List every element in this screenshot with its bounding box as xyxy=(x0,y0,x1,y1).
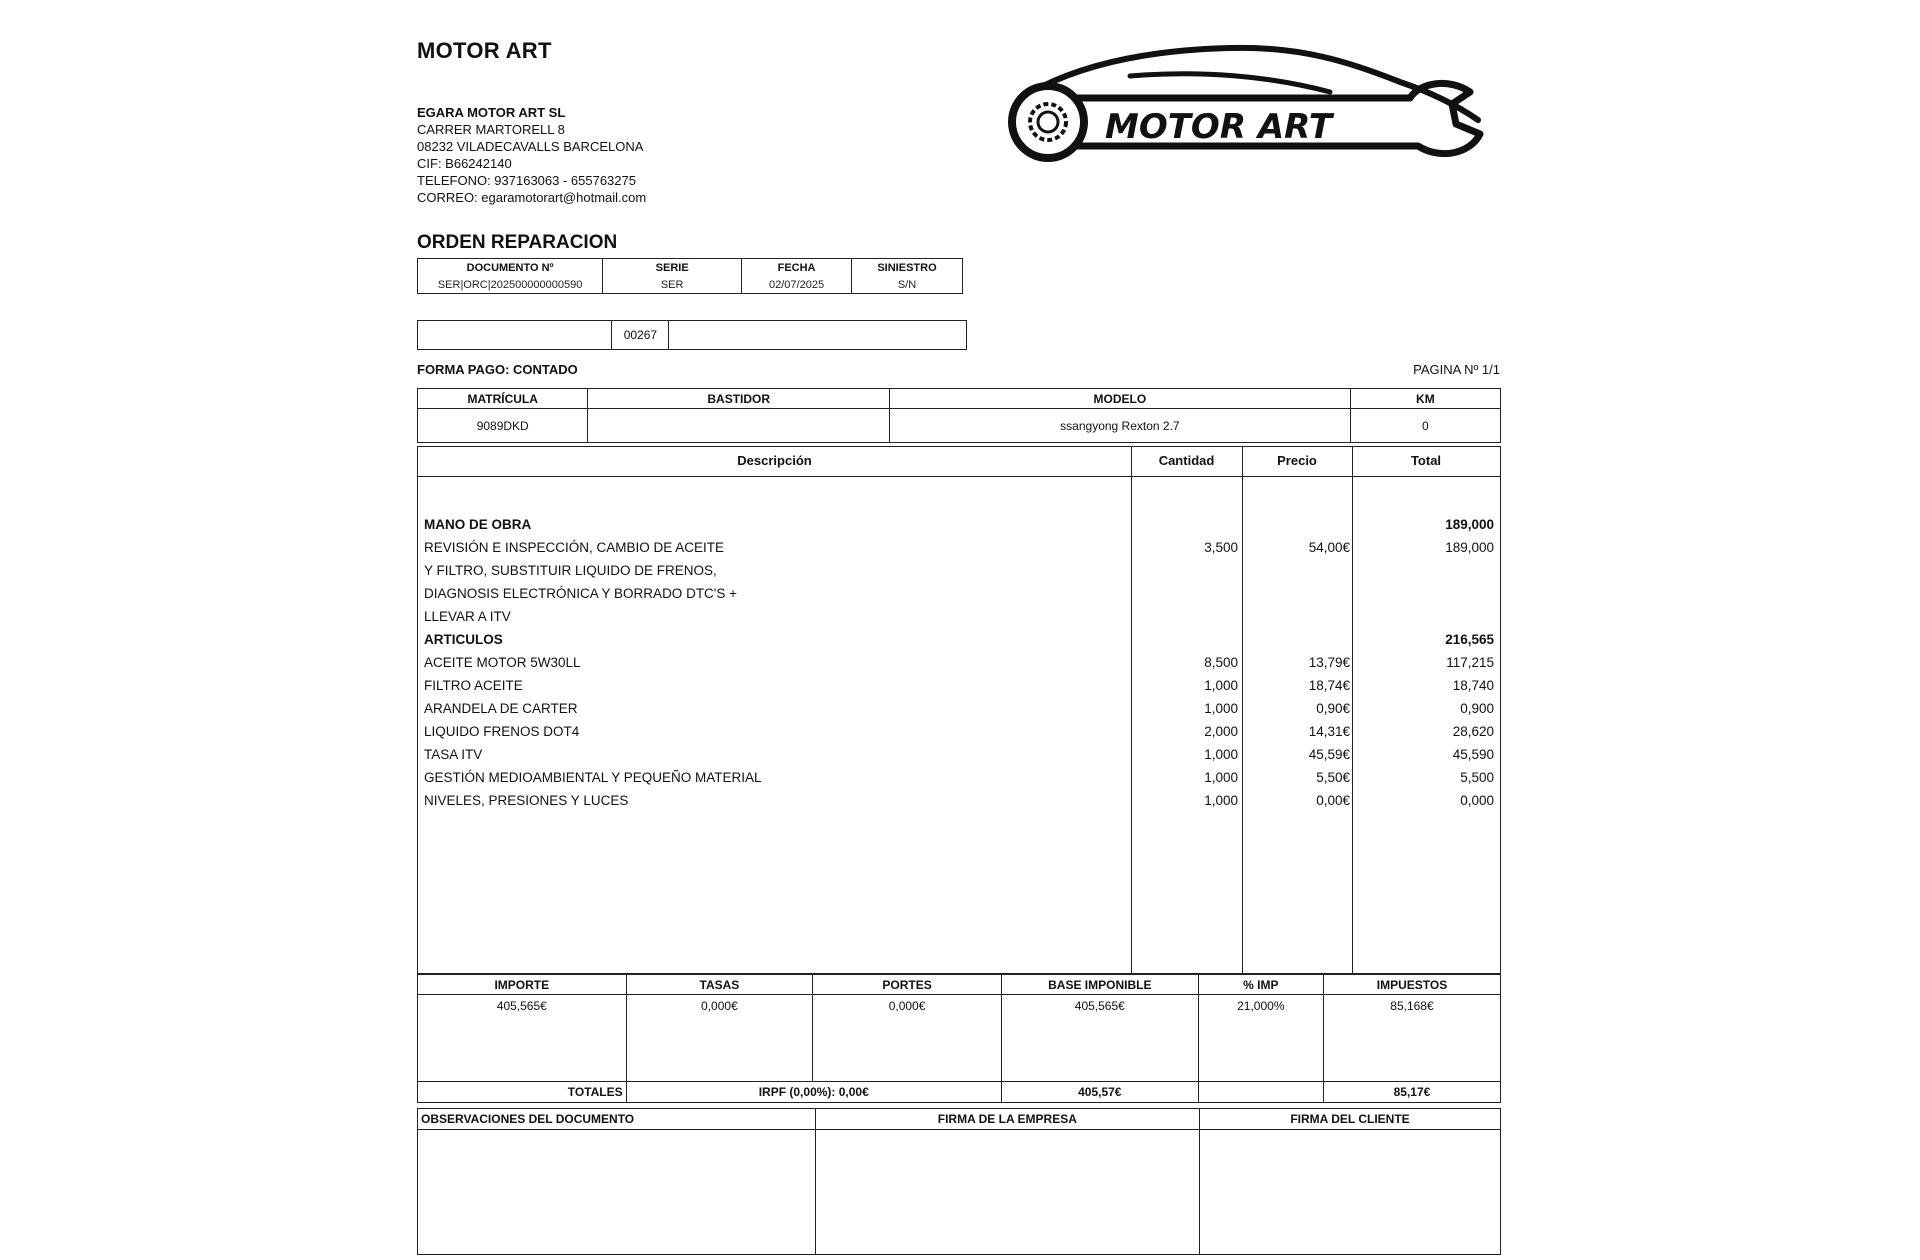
pct-imp-total-blank xyxy=(1198,1082,1323,1103)
firma-empresa-area xyxy=(815,1130,1199,1255)
meta-value-serie: SER xyxy=(603,276,742,294)
meta-header-documento: DOCUMENTO Nº xyxy=(418,259,603,277)
line-description: ARTICULOS xyxy=(424,632,503,647)
line-description: LLEVAR A ITV xyxy=(424,609,511,624)
totals-header-base-imponible: BASE IMPONIBLE xyxy=(1001,975,1198,995)
totals-portes: 0,000€ xyxy=(813,995,1002,1082)
line-description: ACEITE MOTOR 5W30LL xyxy=(424,655,581,670)
totals-importe: 405,565€ xyxy=(418,995,627,1082)
line-price: 54,00€ xyxy=(1308,540,1350,555)
totals-header-impuestos: IMPUESTOS xyxy=(1323,975,1500,995)
line-items-list xyxy=(418,513,1500,812)
line-description: DIAGNOSIS ELECTRÓNICA Y BORRADO DTC'S + xyxy=(424,586,738,601)
line-total: 216,565 xyxy=(1445,632,1494,647)
meta-header-serie: SERIE xyxy=(603,259,742,277)
line-total: 0,900 xyxy=(1460,701,1494,716)
totals-header-portes: PORTES xyxy=(813,975,1002,995)
company-address-line2: 08232 VILADECAVALLS BARCELONA xyxy=(417,139,644,154)
line-item xyxy=(418,605,1500,628)
section-row xyxy=(418,628,1500,651)
line-total: 45,590 xyxy=(1452,747,1494,762)
vehicle-matricula: 9089DKD xyxy=(418,409,588,443)
line-description: TASA ITV xyxy=(424,747,483,762)
document-meta-table xyxy=(417,258,963,294)
line-description: FILTRO ACEITE xyxy=(424,678,523,693)
header-total: Total xyxy=(1410,453,1442,468)
line-price: 13,79€ xyxy=(1308,655,1350,670)
line-quantity: 2,000 xyxy=(1204,724,1238,739)
vehicle-header-bastidor: BASTIDOR xyxy=(588,389,890,409)
brand-name: MOTOR ART xyxy=(417,38,552,63)
totals-impuestos: 85,168€ xyxy=(1323,995,1500,1082)
totals-tasas: 0,000€ xyxy=(626,995,813,1082)
line-quantity: 1,000 xyxy=(1204,770,1238,785)
line-description: ARANDELA DE CARTER xyxy=(424,701,578,716)
vehicle-header-modelo: MODELO xyxy=(890,389,1351,409)
line-price: 5,50€ xyxy=(1316,770,1350,785)
line-description: REVISIÓN E INSPECCIÓN, CAMBIO DE ACEITE xyxy=(424,540,725,555)
line-item xyxy=(418,697,1500,720)
meta-header-fecha: FECHA xyxy=(742,259,852,277)
line-description: GESTIÓN MEDIOAMBIENTAL Y PEQUEÑO MATERIAL xyxy=(424,770,762,785)
payment-method: FORMA PAGO: CONTADO xyxy=(417,362,578,377)
meta-header-siniestro: SINIESTRO xyxy=(852,259,963,277)
company-phone: TELEFONO: 937163063 - 655763275 xyxy=(417,173,636,188)
line-quantity: 1,000 xyxy=(1204,793,1238,808)
reference-blank-right xyxy=(669,321,967,350)
vehicle-km: 0 xyxy=(1350,409,1500,443)
line-item xyxy=(418,743,1500,766)
document-title: ORDEN REPARACION xyxy=(417,232,618,253)
line-items-box xyxy=(417,446,1501,974)
line-description: LIQUIDO FRENOS DOT4 xyxy=(424,724,580,739)
firma-cliente-area xyxy=(1200,1130,1501,1255)
line-items-header xyxy=(418,447,1500,477)
line-item xyxy=(418,789,1500,812)
line-description: MANO DE OBRA xyxy=(424,517,532,532)
totals-pct-imp: 21,000% xyxy=(1198,995,1323,1082)
line-total: 189,000 xyxy=(1445,517,1494,532)
line-item xyxy=(418,651,1500,674)
vehicle-modelo: ssangyong Rexton 2.7 xyxy=(890,409,1351,443)
line-quantity: 8,500 xyxy=(1204,655,1238,670)
irpf-total: IRPF (0,00%): 0,00€ xyxy=(626,1082,1001,1103)
line-price: 18,74€ xyxy=(1308,678,1350,693)
line-total: 117,215 xyxy=(1446,655,1494,670)
line-total: 5,500 xyxy=(1460,770,1494,785)
line-item xyxy=(418,582,1500,605)
line-item xyxy=(418,720,1500,743)
header-precio: Precio xyxy=(1277,453,1317,468)
company-info xyxy=(417,104,646,206)
reference-blank-left xyxy=(418,321,612,350)
impuestos-total: 85,17€ xyxy=(1323,1082,1500,1103)
line-price: 0,00€ xyxy=(1316,793,1350,808)
company-address-line1: CARRER MARTORELL 8 xyxy=(417,122,565,137)
vehicle-table xyxy=(417,388,1501,443)
signatures-table xyxy=(417,1108,1501,1255)
totals-table xyxy=(417,974,1501,1103)
line-quantity: 1,000 xyxy=(1204,747,1238,762)
line-item xyxy=(418,766,1500,789)
section-row xyxy=(418,513,1500,536)
header-descripcion: Descripción xyxy=(737,453,812,468)
vehicle-header-km: KM xyxy=(1350,389,1500,409)
line-quantity: 1,000 xyxy=(1204,701,1238,716)
line-total: 18,740 xyxy=(1452,678,1494,693)
line-item xyxy=(418,674,1500,697)
line-total: 0,000 xyxy=(1460,793,1494,808)
meta-value-fecha: 02/07/2025 xyxy=(742,276,852,294)
line-quantity: 3,500 xyxy=(1204,540,1238,555)
totals-header-tasas: TASAS xyxy=(626,975,813,995)
vehicle-header-matricula: MATRÍCULA xyxy=(418,389,588,409)
line-price: 0,90€ xyxy=(1316,701,1350,716)
observaciones-header: OBSERVACIONES DEL DOCUMENTO xyxy=(418,1109,816,1130)
firma-cliente-header: FIRMA DEL CLIENTE xyxy=(1200,1109,1501,1130)
vehicle-bastidor xyxy=(588,409,890,443)
totals-header-importe: IMPORTE xyxy=(418,975,627,995)
motor-art-logo xyxy=(1000,42,1500,202)
reference-number: 00267 xyxy=(612,321,669,350)
company-cif: CIF: B66242140 xyxy=(417,156,512,171)
base-imponible-total: 405,57€ xyxy=(1001,1082,1198,1103)
logo-text: MOTOR ART xyxy=(1105,107,1333,147)
page-number: PAGINA Nº 1/1 xyxy=(1413,362,1500,377)
header-cantidad: Cantidad xyxy=(1158,453,1215,468)
meta-value-siniestro: S/N xyxy=(852,276,963,294)
line-price: 45,59€ xyxy=(1308,747,1350,762)
line-price: 14,31€ xyxy=(1308,724,1350,739)
line-total: 28,620 xyxy=(1452,724,1494,739)
reference-box xyxy=(417,320,967,350)
line-total: 189,000 xyxy=(1445,540,1494,555)
totales-label: TOTALES xyxy=(418,1082,627,1103)
company-email: CORREO: egaramotorart@hotmail.com xyxy=(417,190,647,205)
firma-empresa-header: FIRMA DE LA EMPRESA xyxy=(815,1109,1199,1130)
line-description: NIVELES, PRESIONES Y LUCES xyxy=(424,793,629,808)
line-quantity: 1,000 xyxy=(1204,678,1238,693)
line-item xyxy=(418,536,1500,559)
company-name: EGARA MOTOR ART SL xyxy=(417,105,566,120)
observaciones-area xyxy=(418,1130,816,1255)
totals-base-imponible: 405,565€ xyxy=(1001,995,1198,1082)
totals-header-pct-imp: % IMP xyxy=(1198,975,1323,995)
line-item xyxy=(418,559,1500,582)
meta-value-documento: SER|ORC|202500000000590 xyxy=(418,276,603,294)
line-description: Y FILTRO, SUBSTITUIR LIQUIDO DE FRENOS, xyxy=(424,563,717,578)
